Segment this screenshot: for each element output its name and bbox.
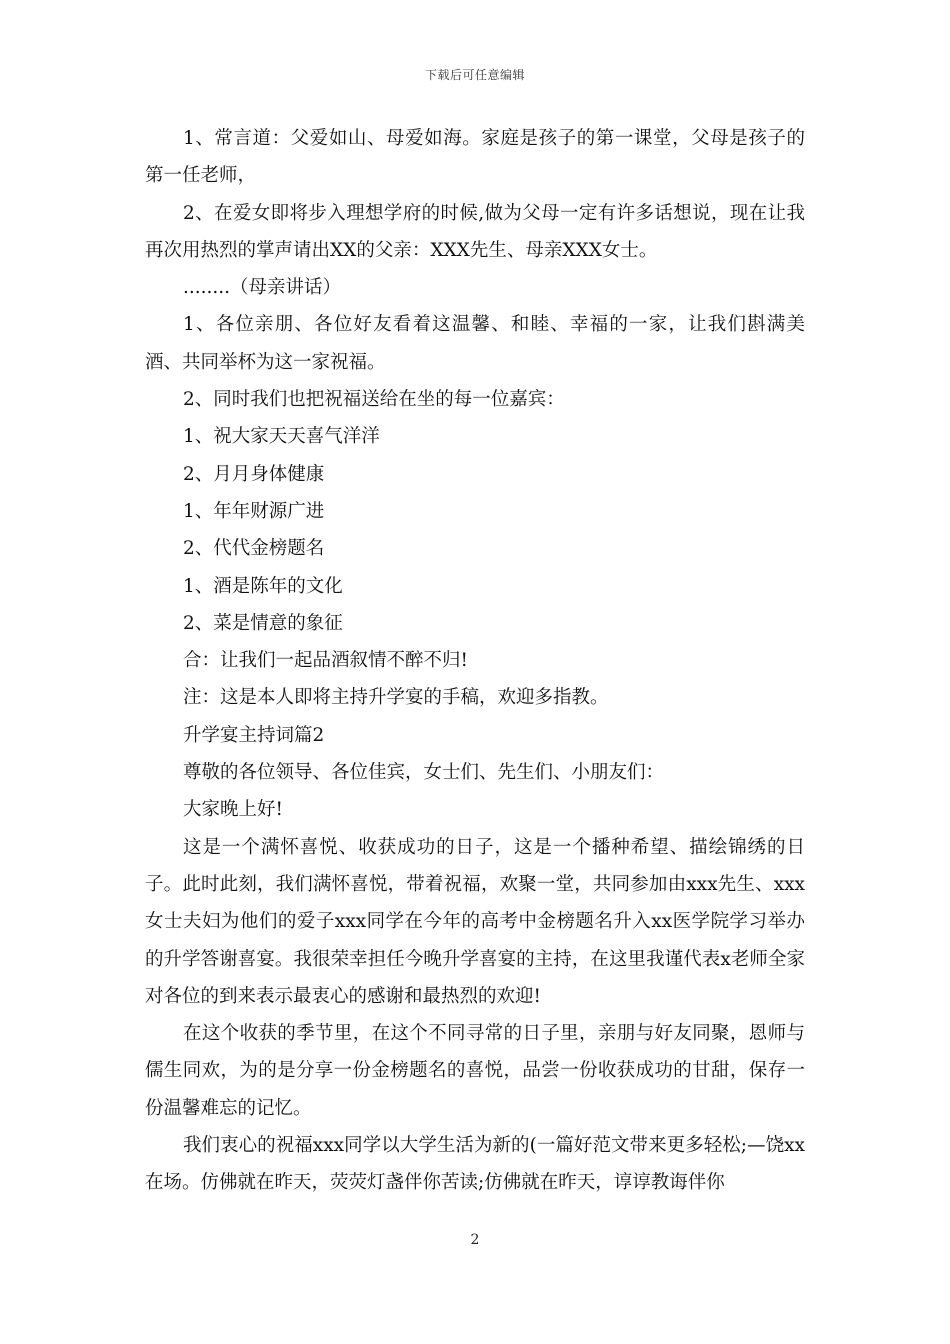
salutation: 尊敬的各位领导、各位佳宾，女士们、先生们、小朋友们： (183, 762, 665, 784)
paragraph: 1、年年财源广进 (183, 500, 325, 522)
paragraph: 我们衷心的祝福xxx同学以大学生活为新的(一篇好范文带来更多轻松;—饶xx在场。仿佛就在昨天，荧荧灯盏伴你苦读;仿佛就在昨天，谆谆教诲伴你 (145, 1135, 805, 1194)
paragraph: 这是一个满怀喜悦、收获成功的日子，这是一个播种希望、描绘锦绣的日子。此时此刻，我们满怀喜悦，带着祝福，欢聚一堂，共同参加由xxx先生、xxx女士夫妇为他们的爱子xxx同学在今年的高考中金榜题名升入xx医学院学习举办的升学答谢喜宴。我很荣幸担任今晚升学喜宴的主持，在这里我谨代表x老师全家对各位的到来表示最衷心的感谢和最热烈的欢迎! (145, 836, 805, 1007)
paragraph: 在这个收获的季节里，在这个不同寻常的日子里，亲朋与好友同聚，恩师与儒生同欢，为的是分享一份金榜题名的喜悦，品尝一份收获成功的甘甜，保存一份温馨难忘的记忆。 (145, 1023, 805, 1119)
paragraph: 2、菜是情意的象征 (183, 612, 343, 634)
section-title: 升学宴主持词篇2 (183, 724, 325, 746)
greeting: 大家晚上好! (183, 799, 283, 821)
paragraph: 2、月月身体健康 (183, 463, 325, 485)
paragraph: 1、常言道：父爱如山、母爱如海。家庭是孩子的第一课堂，父母是孩子的第一任老师， (145, 128, 805, 187)
paragraph: 合：让我们一起品酒叙情不醉不归! (183, 650, 468, 672)
page-header: 下载后可任意编辑 (424, 68, 525, 82)
paragraph: 1、各位亲朋、各位好友看着这温馨、和睦、幸福的一家，让我们斟满美酒、共同举杯为这一家祝福。 (145, 314, 805, 373)
paragraph: ........（母亲讲话） (183, 277, 342, 299)
paragraph: 1、祝大家天天喜气洋洋 (183, 426, 380, 448)
paragraph: 2、在爱女即将步入理想学府的时候,做为父母一定有许多话想说，现在让我再次用热烈的掌声请出XX的父亲：XXX先生、母亲XXX女士。 (145, 202, 805, 261)
page-number: 2 (470, 1232, 480, 1248)
document-body (145, 120, 805, 1202)
paragraph: 2、同时我们也把祝福送给在坐的每一位嘉宾： (183, 389, 565, 411)
paragraph: 2、代代金榜题名 (183, 538, 325, 560)
paragraph: 注：这是本人即将主持升学宴的手稿，欢迎多指教。 (183, 687, 609, 709)
paragraph: 1、酒是陈年的文化 (183, 575, 343, 597)
